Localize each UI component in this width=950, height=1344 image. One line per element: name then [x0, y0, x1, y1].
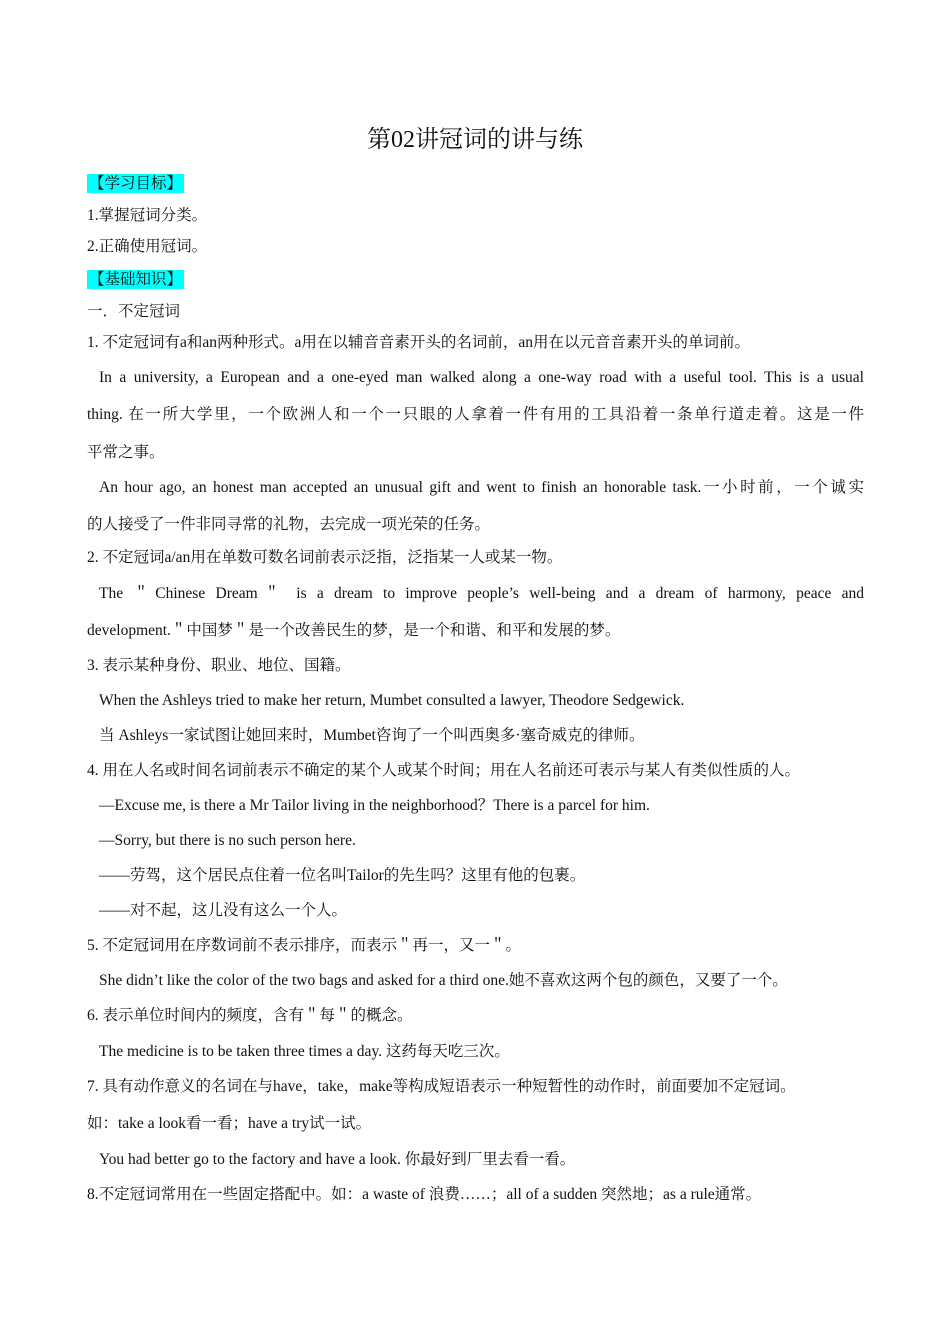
- example-line: In a university, a European and a one-eyed man walked along a one-way road with a useful tool. This is a usual: [99, 369, 864, 386]
- rule-line: 3. 表示某种身份、职业、地位、国籍。: [87, 657, 351, 674]
- rule-line: 5. 不定冠词用在序数词前不表示排序，而表示＂再一，又一＂。: [87, 937, 522, 954]
- section-heading: 一．不定冠词: [87, 303, 181, 320]
- page-title: 第02讲冠词的讲与练: [367, 127, 583, 153]
- example-line: thing. 在一所大学里，一个欧洲人和一个一只眼的人拿着一件有用的工具沿着一条单行道走着。这是一件: [87, 406, 864, 423]
- example-line: 平常之事。: [87, 444, 165, 461]
- example-line: The medicine is to be taken three times a day. 这药每天吃三次。: [99, 1043, 510, 1060]
- example-line: 如：take a look看一看；have a try试一试。: [87, 1115, 372, 1132]
- dialogue-line: —Sorry, but there is no such person here.: [99, 832, 356, 849]
- example-line: You had better go to the factory and have a look. 你最好到厂里去看一看。: [99, 1151, 576, 1168]
- rule-line: 7. 具有动作意义的名词在与have，take，make等构成短语表示一种短暂性的动作时，前面要加不定冠词。: [87, 1078, 796, 1095]
- highlight-tag: 【基础知识】: [89, 271, 183, 288]
- rule-line: 8.不定冠词常用在一些固定搭配中。如：a waste of 浪费……；all of a sudden 突然地；as a rule通常。: [87, 1186, 762, 1203]
- rule-line: 6. 表示单位时间内的频度，含有＂每＂的概念。: [87, 1007, 413, 1024]
- goal-item: 2.正确使用冠词。: [87, 238, 208, 255]
- dialogue-line: —Excuse me, is there a Mr Tailor living in the neighborhood？There is a parcel for him.: [99, 797, 650, 814]
- rule-line: 4. 用在人名或时间名词前表示不确定的某个人或某个时间；用在人名前还可表示与某人有类似性质的人。: [87, 762, 801, 779]
- learning-goals-heading: [87, 174, 864, 194]
- example-line: When the Ashleys tried to make her return, Mumbet consulted a lawyer, Theodore Sedgewick.: [99, 692, 685, 709]
- example-line: An hour ago, an honest man accepted an unusual gift and went to finish an honorable task.一小时前，一个诚实: [99, 479, 864, 496]
- dialogue-line: ——劳驾，这个居民点住着一位名叫Tailor的先生吗？这里有他的包裹。: [99, 867, 586, 884]
- highlight-tag: 【学习目标】: [89, 175, 183, 192]
- rule-line: 2. 不定冠词a/an用在单数可数名词前表示泛指，泛指某一人或某一物。: [87, 549, 563, 566]
- basic-knowledge-heading: [87, 270, 864, 290]
- example-line: She didn’t like the color of the two bags and asked for a third one.她不喜欢这两个包的颜色，又要了一个。: [99, 972, 788, 989]
- rule-line: 1. 不定冠词有a和an两种形式。a用在以辅音音素开头的名词前，an用在以元音音素开头的单词前。: [87, 334, 751, 351]
- example-line: development.＂中国梦＂是一个改善民生的梦，是一个和谐、和平和发展的梦。: [87, 622, 621, 639]
- dialogue-line: ——对不起，这儿没有这么一个人。: [99, 902, 348, 919]
- goal-item: 1.掌握冠词分类。: [87, 207, 208, 224]
- example-line: The ＂Chinese Dream＂ is a dream to improve people’s well-being and a dream of harmony, peace and: [99, 585, 864, 602]
- example-line: 当 Ashleys一家试图让她回来时，Mumbet咨询了一个叫西奥多·塞奇威克的律师。: [99, 727, 645, 744]
- example-line: 的人接受了一件非同寻常的礼物，去完成一项光荣的任务。: [87, 516, 491, 533]
